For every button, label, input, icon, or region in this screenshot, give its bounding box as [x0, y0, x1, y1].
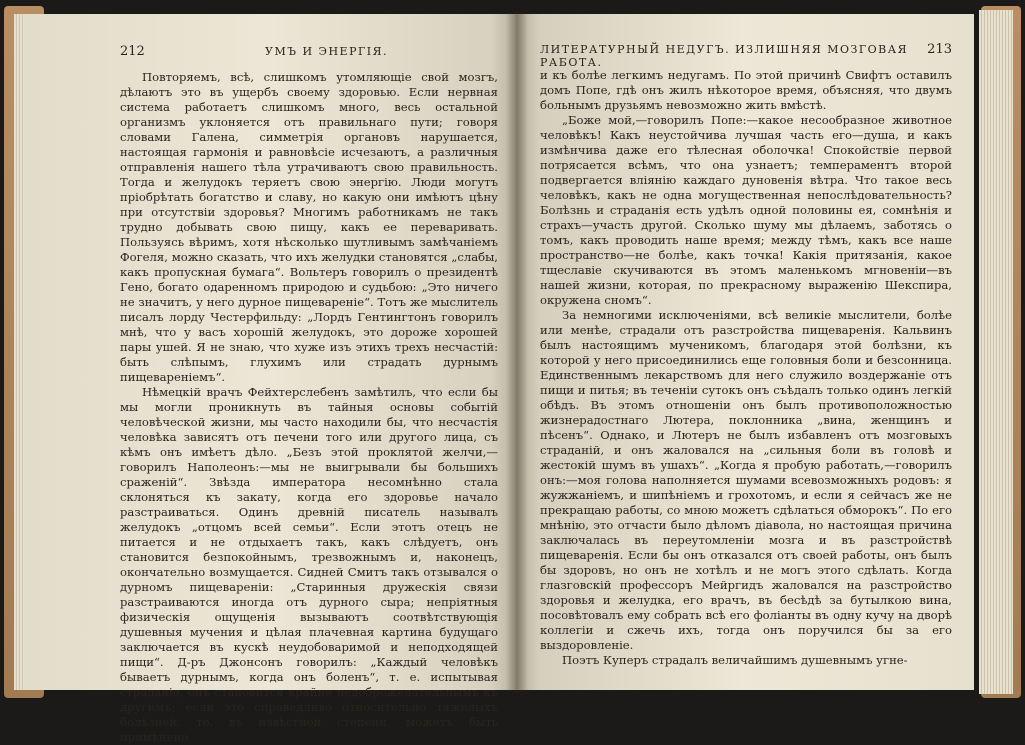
paragraph: Поэтъ Куперъ страдалъ величайшимъ душевнымъ угне-	[562, 653, 908, 667]
running-head-left: УМЪ И ЭНЕРГІЯ.	[265, 45, 388, 58]
left-page	[24, 14, 516, 744]
page-edges-right	[979, 10, 1013, 694]
right-page-text	[540, 68, 952, 668]
right-page-header	[540, 42, 952, 69]
page-number-right: 213	[927, 42, 952, 57]
paragraph: За немногими исключеніями, всѣ великіе мыслители, болѣе или менѣе, страдали отъ разстройства пищеваренія. Кальвинъ былъ настоящимъ мученикомъ, благодаря этой болѣзни, къ которой у него присоединились еще головныя боли и безсонница. Единственнымъ лекарствомъ для него служило воздержаніе отъ пищи и питья; въ теченіи сутокъ онъ съѣдалъ только одинъ легкій обѣдъ. Въ этомъ отношеніи онъ былъ противоположностью жизнерадостнаго Лютера, поклонника „вина, женщинъ и пѣсенъ“. Однако, и Лютеръ не былъ избавленъ отъ мозговыхъ страданій, и онъ жаловался на „сильныя боли въ головѣ и жестокій шумъ въ ушахъ“. „Когда я пробую работать,—говорилъ онъ:—моя голова наполняется шумами всевозможныхъ родовъ: я жужжаніемъ, и шипѣніемъ и грохотомъ, и если я сейчасъ же не прекращаю работы, со мною можетъ сдѣлаться обморокъ“. По его мнѣнію, это отчасти было дѣломъ діавола, но настоящая причина заключалась въ переутомленіи мозга и въ разстройствѣ пищеваренія. Если бы онъ отказался отъ своей работы, онъ былъ бы здоровъ, но онъ не хотѣлъ и не могъ этого сдѣлать. Когда глазговскій профессоръ Мейргидъ жаловался на разстройство здоровья и желудка, его врачъ, въ бесѣдѣ за бутылкою вина, посовѣтовалъ ему собрать всѣ его фоліанты въ одну кучу на дворѣ коллегіи и сжечь ихъ, тогда онъ поручился бы за его выздоровленіе.	[540, 308, 952, 652]
running-head-right: ЛИТЕРАТУРНЫЙ НЕДУГЪ. ИЗЛИШНЯЯ МОЗГОВАЯ РАБОТА.	[540, 43, 908, 69]
book-gutter	[506, 12, 528, 692]
right-page	[516, 14, 974, 690]
paragraph: Нѣмецкій врачъ Фейхтерслебенъ замѣтилъ, что если бы мы могли проникнуть въ тайныя основы событій человѣческой жизни, мы часто находили бы, что несчастія человѣка зависятъ отъ печени того или другого лица, съ кѣмъ онъ имѣетъ дѣло. „Безъ этой проклятой желчи,—говорилъ Наполеонъ:—мы не выигрывали бы большихъ сраженій“. Звѣзда императора несомнѣнно стала склоняться къ закату, когда его здоровье начало разстраиваться. Одинъ древній писатель называлъ желудокъ „отцомъ всей семьи“. Если этотъ отецъ не питается и не отдыхаетъ такъ, какъ слѣдуетъ, онъ становится безпокойнымъ, трезвожнымъ и, наконецъ, окончательно возмущается. Сидней Смитъ такъ отзывался о дурномъ пищевареніи: „Старинныя дружескія связи разстраиваются иногда отъ дурного сыра; непріятныя физическія ощущенія вызываютъ соотвѣтствующія душевныя мучения и цѣлая плачевная картина будущаго заключается въ кускѣ неудобоваримой и неподходящей пищи“. Д-ръ Джонсонъ говорилъ: „Каждый человѣкъ бываетъ дурнымъ, когда онъ боленъ“, т. е. испытывая страданіе, онъ становится крайне недоброжелательнымъ къ другимъ; если это справедливо относительно тяжелыхъ болѣзней, то, въ извѣстной степени, можетъ быть примѣнено	[120, 385, 498, 744]
left-page-text	[120, 70, 498, 745]
paragraph: и къ болѣе легкимъ недугамъ. По этой причинѣ Свифтъ оставилъ домъ Попе, гдѣ онъ жилъ нѣкоторое время, объясняя, что двумъ больнымъ друзьямъ невозможно жить вмѣстѣ.	[540, 68, 952, 112]
paragraph: Повторяемъ, всѣ, слишкомъ утомляющіе свой мозгъ, дѣлаютъ это въ ущербъ своему здоровью. Если нервная система работаетъ слишкомъ много, весь остальной организмъ уклоняется отъ правильнаго пути; говоря словами Галена, симметрія органовъ нарушается, настоящая гармонія и равновѣсіе исчезаютъ, а различныя отправленія нашего тѣла утрачиваютъ свою правильность. Тогда и желудокъ теряетъ свою энергію. Люди могутъ пріобрѣтать богатство и славу, но какую они имѣютъ цѣну при отсутствіи здоровья? Многимъ работникамъ не такъ трудно добывать свою пищу, какъ ее переваривать. Пользуясь вѣримъ, хотя нѣсколько шутливымъ замѣчаніемъ Фогеля, можно сказать, что ихъ желудки становятся „слабы, какъ пропускная бумага“. Вольтеръ говорилъ о президентѣ Гено, богато одаренномъ природою и судьбою: „Это ничего не значитъ, у него дурное пищевареніе“. Тотъ же мыслитель писалъ лорду Честерфильду: „Лордъ Гентингтонъ говорилъ мнѣ, что у васъ хорошій желудокъ, это дороже хорошей пары ушей. Я не знаю, что хуже изъ этихъ трехъ несчастій: быть слѣпымъ, глухимъ или страдать дурнымъ пищевареніемъ“.	[120, 70, 498, 384]
page-number-left: 212	[120, 44, 145, 59]
paragraph: „Боже мой,—говорилъ Попе:—какое несообразное животное человѣкъ! Какъ неустойчива лучшая часть его—душа, и какъ измѣнчива даже его тѣлесная оболочка! Спокойствіе первой потрясается всѣмъ, что она узнаетъ; темпераментъ второй подвергается вліянію каждаго дуновенія вѣтра. Что такое весь человѣкъ, какъ не одна могущественная непослѣдовательность? Болѣзнь и страданія есть удѣлъ одной половины ея, сомнѣнія и страхъ—участь другой. Сколько шуму мы дѣлаемъ, заботясь о томъ, какъ проводить наше время; между тѣмъ, какъ все наше пространство—не болѣе, какъ точка! Какія притязанія, какое тщеславіе скучиваются въ этомъ маленькомъ мгновеніи—въ нашей жизни, которая, по прекрасному выраженію Шекспира, окружена сномъ“.	[540, 113, 952, 307]
left-page-header	[120, 44, 498, 62]
